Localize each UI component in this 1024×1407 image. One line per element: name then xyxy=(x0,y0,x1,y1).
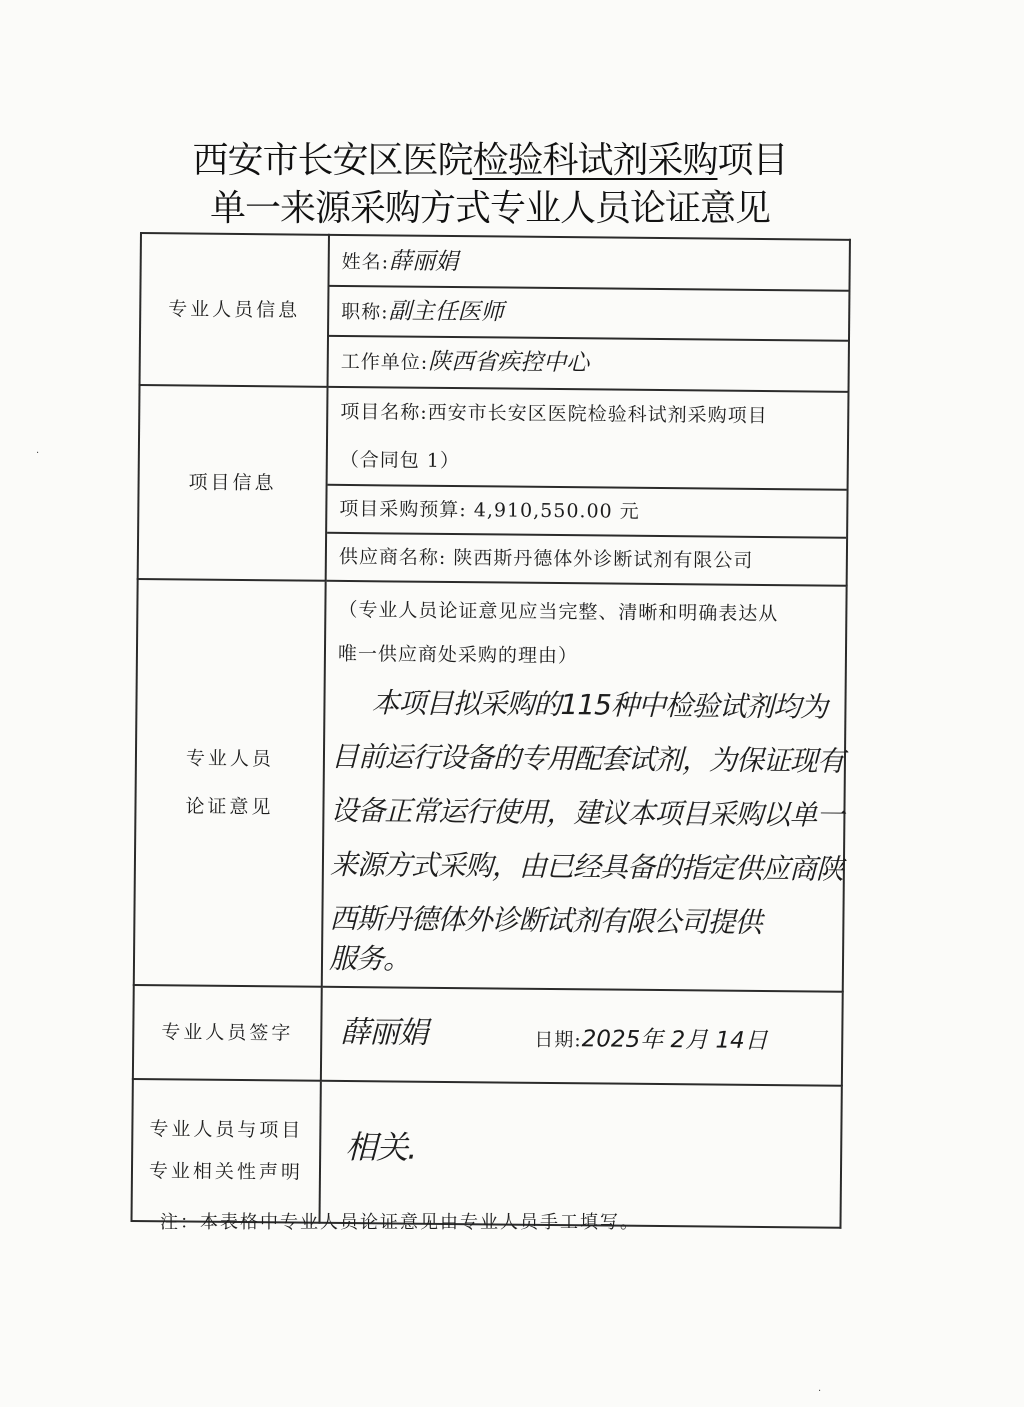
project-name-cont: （合同包 1） xyxy=(339,448,461,473)
opinion-cell xyxy=(322,581,847,992)
relevance-row xyxy=(132,1079,842,1228)
signature-cell xyxy=(321,987,843,1086)
form-title-line2: 单一来源采购方式专业人员论证意见 xyxy=(209,188,770,229)
staff-title-value: 副主任医师 xyxy=(388,298,504,326)
staff-unit-line: 工作单位:陕西省疾控中心 xyxy=(329,335,848,390)
project-info-row xyxy=(138,385,849,586)
staff-info-cell xyxy=(328,235,850,392)
staff-unit-value: 陕西省疾控中心 xyxy=(428,348,590,377)
opinion-form-table xyxy=(130,232,850,1229)
scan-speck: · xyxy=(36,448,40,459)
opinion-label: 专业人员 论证意见 xyxy=(134,579,326,987)
signature-label: 专业人员签字 xyxy=(133,985,322,1081)
staff-name-line: 姓名:薛丽娟 xyxy=(341,248,459,276)
project-info-cell xyxy=(326,387,849,586)
signature-value: 薛丽娟 xyxy=(340,1014,428,1051)
opinion-instruction: （专业人员论证意见应当完整、清晰和明确表达从 唯一供应商处采购的理由） xyxy=(337,598,779,668)
title-underlined-part: 检验科试剂采购 xyxy=(472,140,718,181)
staff-info-row xyxy=(140,233,850,392)
project-name-value: 西安市长安区医院检验科试剂采购项目 xyxy=(427,401,768,428)
project-budget-line: 项目采购预算: 4,910,550.00 元 xyxy=(327,484,846,537)
signature-date: 日期:2025年 2月 14日 xyxy=(534,1026,768,1055)
supplier-line: 供应商名称: 陕西斯丹德体外诊断试剂有限公司 xyxy=(327,532,846,585)
relevance-cell xyxy=(319,1081,841,1228)
relevance-value: 相关. xyxy=(345,1128,417,1167)
opinion-handwritten-text: 本项目拟采购的115种中检验试剂均为 目前运行设备的专用配套试剂，为保证现有 设备正常运行使用，建议本项目采购以单一 来源方式采购，由已经具备的指定供应商陕 西斯丹德体外诊断试剂有限公司提供 服务。 xyxy=(328,686,845,976)
signature-row xyxy=(133,985,843,1086)
relevance-label: 专业人员与项目 专业相关性声明 xyxy=(132,1079,321,1223)
opinion-row xyxy=(134,579,847,992)
staff-name-value: 薛丽娟 xyxy=(389,248,459,276)
footnote: 注：本表格中专业人员论证意见由专业人员手工填写。 xyxy=(160,1212,640,1233)
project-name-line: 项目名称:西安市长安区医院检验科试剂采购项目 （合同包 1） xyxy=(328,388,848,489)
scan-speck: · xyxy=(818,1386,822,1397)
project-budget-value: 4,910,550.00 元 xyxy=(473,499,640,523)
signature-date-value: 2025年 2月 14日 xyxy=(581,1026,768,1055)
staff-info-label: 专业人员信息 xyxy=(140,233,329,387)
form-title-line1: 西安市长安区医院检验科试剂采购项目 xyxy=(192,140,788,181)
staff-title-line: 职称:副主任医师 xyxy=(329,285,848,340)
supplier-value: 陕西斯丹德体外诊断试剂有限公司 xyxy=(453,547,754,572)
project-info-label: 项目信息 xyxy=(138,385,328,581)
